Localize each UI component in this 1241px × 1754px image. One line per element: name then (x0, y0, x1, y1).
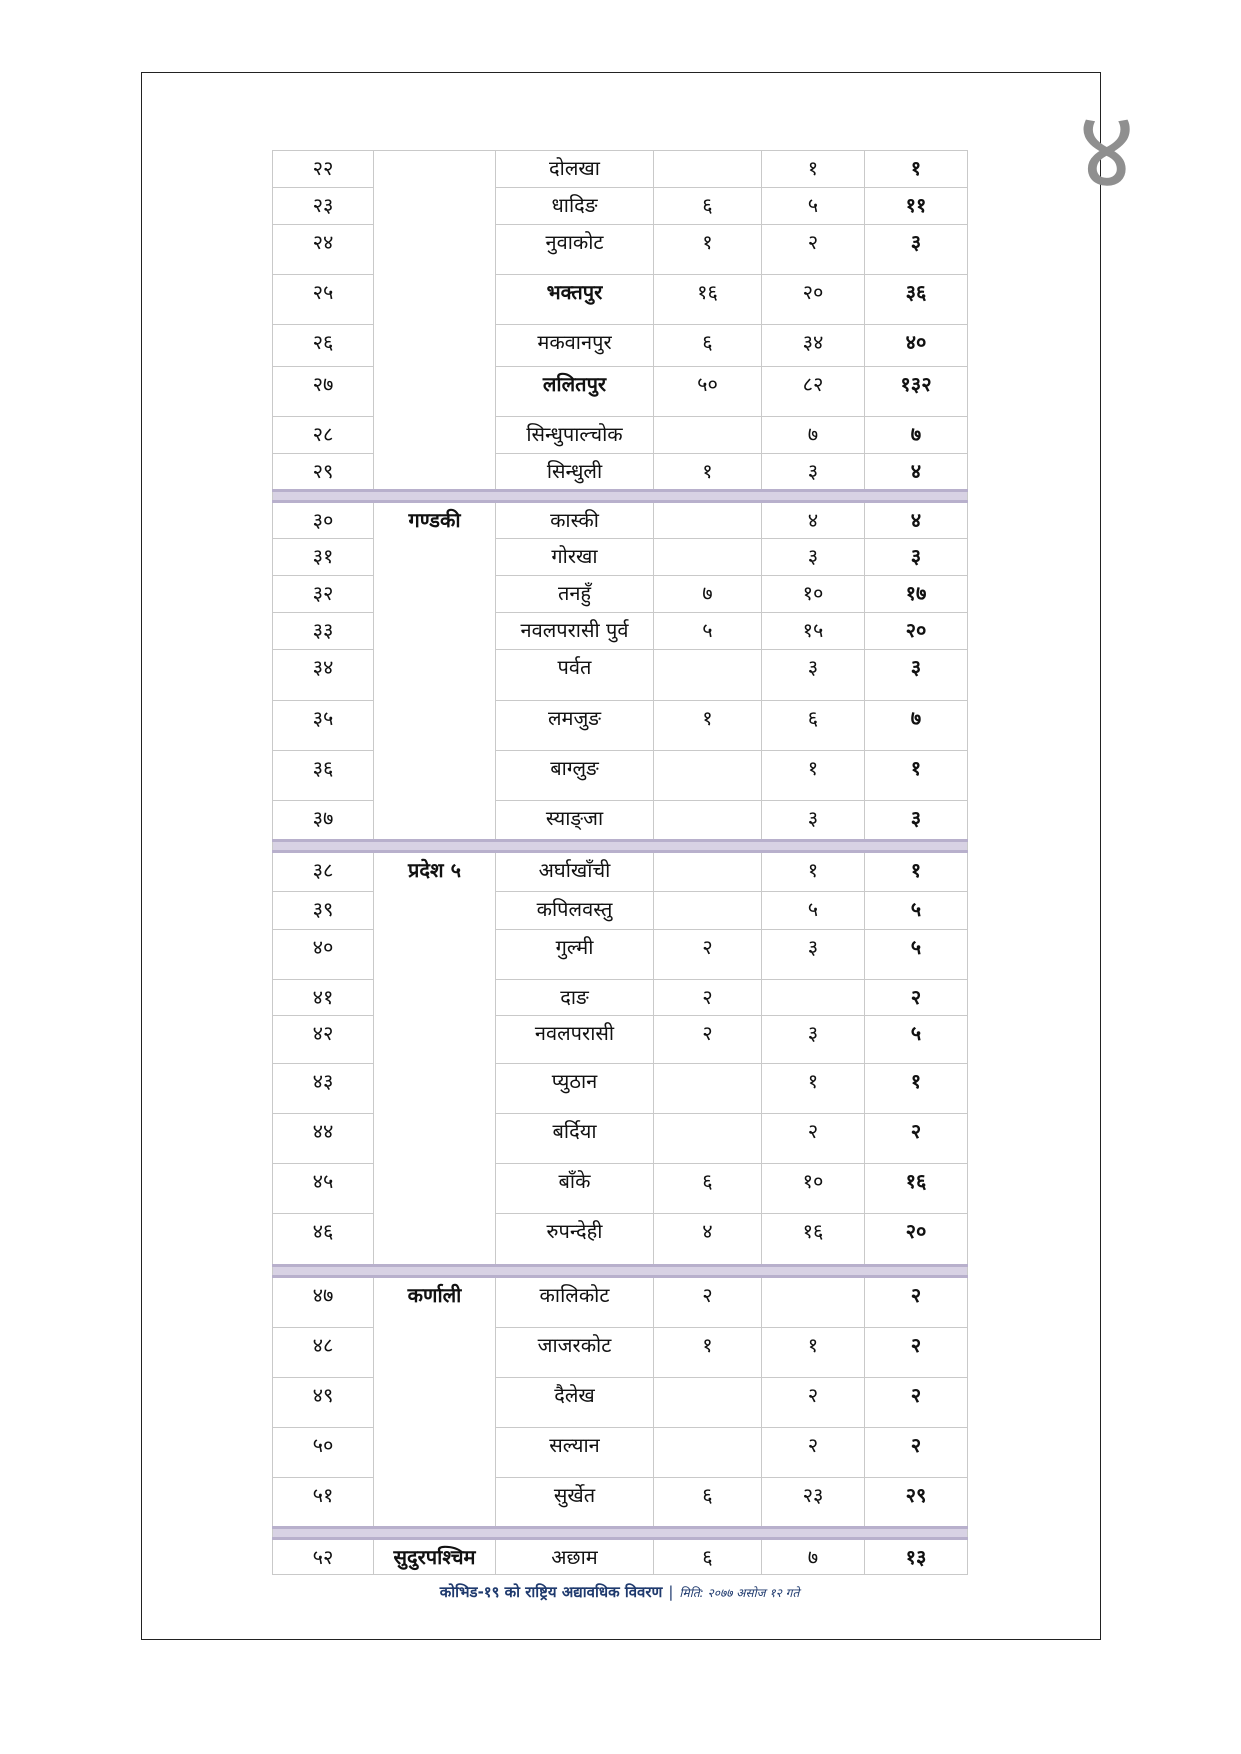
value-a-cell (654, 650, 762, 701)
district-name-cell: तनहुँ (496, 576, 654, 613)
value-a-cell: ६ (654, 1164, 762, 1214)
value-b-cell: ३ (762, 1016, 865, 1064)
district-name-cell: नवलपरासी पुर्व (496, 613, 654, 650)
separator-cell (273, 841, 968, 852)
serial-number-cell: ४९ (273, 1378, 374, 1428)
district-name-cell: सल्यान (496, 1428, 654, 1478)
district-name-cell: सुर्खेत (496, 1478, 654, 1528)
total-cell: ५ (865, 892, 968, 930)
value-b-cell: २ (762, 1428, 865, 1478)
serial-number-cell: ३४ (273, 650, 374, 701)
value-b-cell: ७ (762, 1539, 865, 1575)
district-name-cell: दैलेख (496, 1378, 654, 1428)
total-cell: १ (865, 151, 968, 188)
serial-number-cell: ४१ (273, 980, 374, 1016)
district-name-cell: भक्तपुर (496, 275, 654, 325)
value-a-cell: ७ (654, 576, 762, 613)
serial-number-cell: ३० (273, 502, 374, 539)
district-name-cell: अछाम (496, 1539, 654, 1575)
district-name-cell: अर्घाखाँची (496, 852, 654, 892)
district-name-cell: गोरखा (496, 539, 654, 576)
total-cell: २ (865, 1328, 968, 1378)
value-b-cell: १० (762, 1164, 865, 1214)
serial-number-cell: ४२ (273, 1016, 374, 1064)
value-a-cell (654, 1064, 762, 1114)
district-name-cell: लमजुङ (496, 701, 654, 751)
serial-number-cell: २८ (273, 417, 374, 454)
value-b-cell: १ (762, 852, 865, 892)
district-name-cell: धादिङ (496, 188, 654, 225)
district-name-cell: ललितपुर (496, 367, 654, 417)
value-b-cell: ३ (762, 801, 865, 841)
total-cell: २ (865, 1428, 968, 1478)
value-a-cell (654, 1378, 762, 1428)
value-b-cell: ३ (762, 930, 865, 980)
serial-number-cell: ३५ (273, 701, 374, 751)
total-cell: ३६ (865, 275, 968, 325)
value-a-cell: २ (654, 1016, 762, 1064)
separator-cell (273, 1266, 968, 1277)
footer-title: कोभिड-१९ को राष्ट्रिय अद्यावधिक विवरण (439, 1583, 663, 1601)
province-separator (273, 1266, 968, 1277)
value-a-cell: १ (654, 701, 762, 751)
district-name-cell: प्युठान (496, 1064, 654, 1114)
table-row (273, 502, 968, 539)
value-b-cell: १५ (762, 613, 865, 650)
district-table-body (273, 151, 968, 1575)
value-b-cell: १ (762, 1328, 865, 1378)
page-number: ४ (1078, 86, 1136, 214)
serial-number-cell: ३७ (273, 801, 374, 841)
table-row (273, 852, 968, 892)
serial-number-cell: ५१ (273, 1478, 374, 1528)
footer (272, 1582, 967, 1602)
value-a-cell (654, 852, 762, 892)
value-a-cell: २ (654, 980, 762, 1016)
value-b-cell: ३४ (762, 325, 865, 367)
district-name-cell: कास्की (496, 502, 654, 539)
serial-number-cell: ३९ (273, 892, 374, 930)
province-cell (374, 151, 496, 491)
district-name-cell: सिन्धुली (496, 454, 654, 491)
serial-number-cell: ४६ (273, 1214, 374, 1266)
value-b-cell: १ (762, 751, 865, 801)
total-cell: २ (865, 1378, 968, 1428)
total-cell: ३ (865, 801, 968, 841)
total-cell: ५ (865, 1016, 968, 1064)
district-name-cell: पर्वत (496, 650, 654, 701)
value-b-cell: ३ (762, 650, 865, 701)
total-cell: ७ (865, 701, 968, 751)
district-name-cell: सिन्धुपाल्चोक (496, 417, 654, 454)
value-a-cell (654, 502, 762, 539)
serial-number-cell: २५ (273, 275, 374, 325)
district-name-cell: जाजरकोट (496, 1328, 654, 1378)
value-b-cell: २३ (762, 1478, 865, 1528)
total-cell: ११ (865, 188, 968, 225)
serial-number-cell: २६ (273, 325, 374, 367)
district-name-cell: बर्दिया (496, 1114, 654, 1164)
total-cell: १६ (865, 1164, 968, 1214)
value-b-cell (762, 1277, 865, 1328)
province-cell: प्रदेश ५ (374, 852, 496, 1266)
total-cell: ४० (865, 325, 968, 367)
total-cell: २ (865, 1114, 968, 1164)
province-separator (273, 491, 968, 502)
value-a-cell: ५० (654, 367, 762, 417)
district-table (272, 150, 968, 1575)
serial-number-cell: ४४ (273, 1114, 374, 1164)
value-a-cell (654, 1114, 762, 1164)
province-cell: सुदुरपश्चिम (374, 1539, 496, 1575)
total-cell: ४ (865, 502, 968, 539)
serial-number-cell: २२ (273, 151, 374, 188)
value-b-cell: ६ (762, 701, 865, 751)
value-b-cell: ७ (762, 417, 865, 454)
value-b-cell: ५ (762, 188, 865, 225)
value-a-cell (654, 751, 762, 801)
value-a-cell (654, 417, 762, 454)
table-row (273, 151, 968, 188)
serial-number-cell: ४० (273, 930, 374, 980)
value-b-cell: ३ (762, 454, 865, 491)
table-row (273, 1277, 968, 1328)
total-cell: ३ (865, 539, 968, 576)
serial-number-cell: ४३ (273, 1064, 374, 1114)
value-a-cell (654, 539, 762, 576)
value-a-cell (654, 801, 762, 841)
serial-number-cell: ३३ (273, 613, 374, 650)
footer-separator: | (668, 1583, 674, 1601)
serial-number-cell: २९ (273, 454, 374, 491)
total-cell: १३२ (865, 367, 968, 417)
value-b-cell: ३ (762, 539, 865, 576)
total-cell: १ (865, 751, 968, 801)
total-cell: १ (865, 1064, 968, 1114)
serial-number-cell: ३६ (273, 751, 374, 801)
district-name-cell: बाग्लुङ (496, 751, 654, 801)
value-b-cell: ८२ (762, 367, 865, 417)
value-b-cell: १० (762, 576, 865, 613)
value-a-cell (654, 151, 762, 188)
value-a-cell: १ (654, 1328, 762, 1378)
total-cell: ४ (865, 454, 968, 491)
value-a-cell: २ (654, 930, 762, 980)
value-a-cell: १ (654, 454, 762, 491)
district-name-cell: कपिलवस्तु (496, 892, 654, 930)
value-a-cell: ६ (654, 188, 762, 225)
total-cell: २९ (865, 1478, 968, 1528)
value-b-cell (762, 980, 865, 1016)
district-name-cell: नुवाकोट (496, 225, 654, 275)
total-cell: ७ (865, 417, 968, 454)
value-a-cell: १६ (654, 275, 762, 325)
total-cell: २० (865, 613, 968, 650)
table-row (273, 1539, 968, 1575)
district-name-cell: स्याङ्जा (496, 801, 654, 841)
district-name-cell: कालिकोट (496, 1277, 654, 1328)
province-separator (273, 841, 968, 852)
value-a-cell: २ (654, 1277, 762, 1328)
serial-number-cell: ५० (273, 1428, 374, 1478)
value-a-cell: १ (654, 225, 762, 275)
province-cell: कर्णाली (374, 1277, 496, 1528)
total-cell: २० (865, 1214, 968, 1266)
value-b-cell: १६ (762, 1214, 865, 1266)
total-cell: १७ (865, 576, 968, 613)
district-name-cell: रुपन्देही (496, 1214, 654, 1266)
total-cell: १ (865, 852, 968, 892)
district-name-cell: गुल्मी (496, 930, 654, 980)
value-b-cell: २ (762, 1114, 865, 1164)
separator-cell (273, 1528, 968, 1539)
value-a-cell (654, 1428, 762, 1478)
serial-number-cell: ३१ (273, 539, 374, 576)
value-b-cell: ४ (762, 502, 865, 539)
district-name-cell: दोलखा (496, 151, 654, 188)
value-b-cell: २ (762, 1378, 865, 1428)
serial-number-cell: ३८ (273, 852, 374, 892)
serial-number-cell: ४७ (273, 1277, 374, 1328)
value-a-cell: ६ (654, 325, 762, 367)
district-name-cell: मकवानपुर (496, 325, 654, 367)
value-a-cell: ६ (654, 1478, 762, 1528)
serial-number-cell: ३२ (273, 576, 374, 613)
value-a-cell (654, 892, 762, 930)
serial-number-cell: ५२ (273, 1539, 374, 1575)
total-cell: २ (865, 1277, 968, 1328)
total-cell: २ (865, 980, 968, 1016)
value-a-cell: ६ (654, 1539, 762, 1575)
serial-number-cell: ४५ (273, 1164, 374, 1214)
serial-number-cell: २७ (273, 367, 374, 417)
district-name-cell: दाङ (496, 980, 654, 1016)
total-cell: १३ (865, 1539, 968, 1575)
separator-cell (273, 491, 968, 502)
value-a-cell: ५ (654, 613, 762, 650)
value-b-cell: २० (762, 275, 865, 325)
province-separator (273, 1528, 968, 1539)
total-cell: ५ (865, 930, 968, 980)
serial-number-cell: २३ (273, 188, 374, 225)
footer-date: मिति: २०७७ असोज १२ गते (679, 1586, 800, 1600)
value-b-cell: १ (762, 151, 865, 188)
value-b-cell: १ (762, 1064, 865, 1114)
serial-number-cell: २४ (273, 225, 374, 275)
total-cell: ३ (865, 225, 968, 275)
value-a-cell: ४ (654, 1214, 762, 1266)
value-b-cell: ५ (762, 892, 865, 930)
total-cell: ३ (865, 650, 968, 701)
serial-number-cell: ४८ (273, 1328, 374, 1378)
value-b-cell: २ (762, 225, 865, 275)
district-name-cell: नवलपरासी (496, 1016, 654, 1064)
district-name-cell: बाँके (496, 1164, 654, 1214)
province-cell: गण्डकी (374, 502, 496, 841)
